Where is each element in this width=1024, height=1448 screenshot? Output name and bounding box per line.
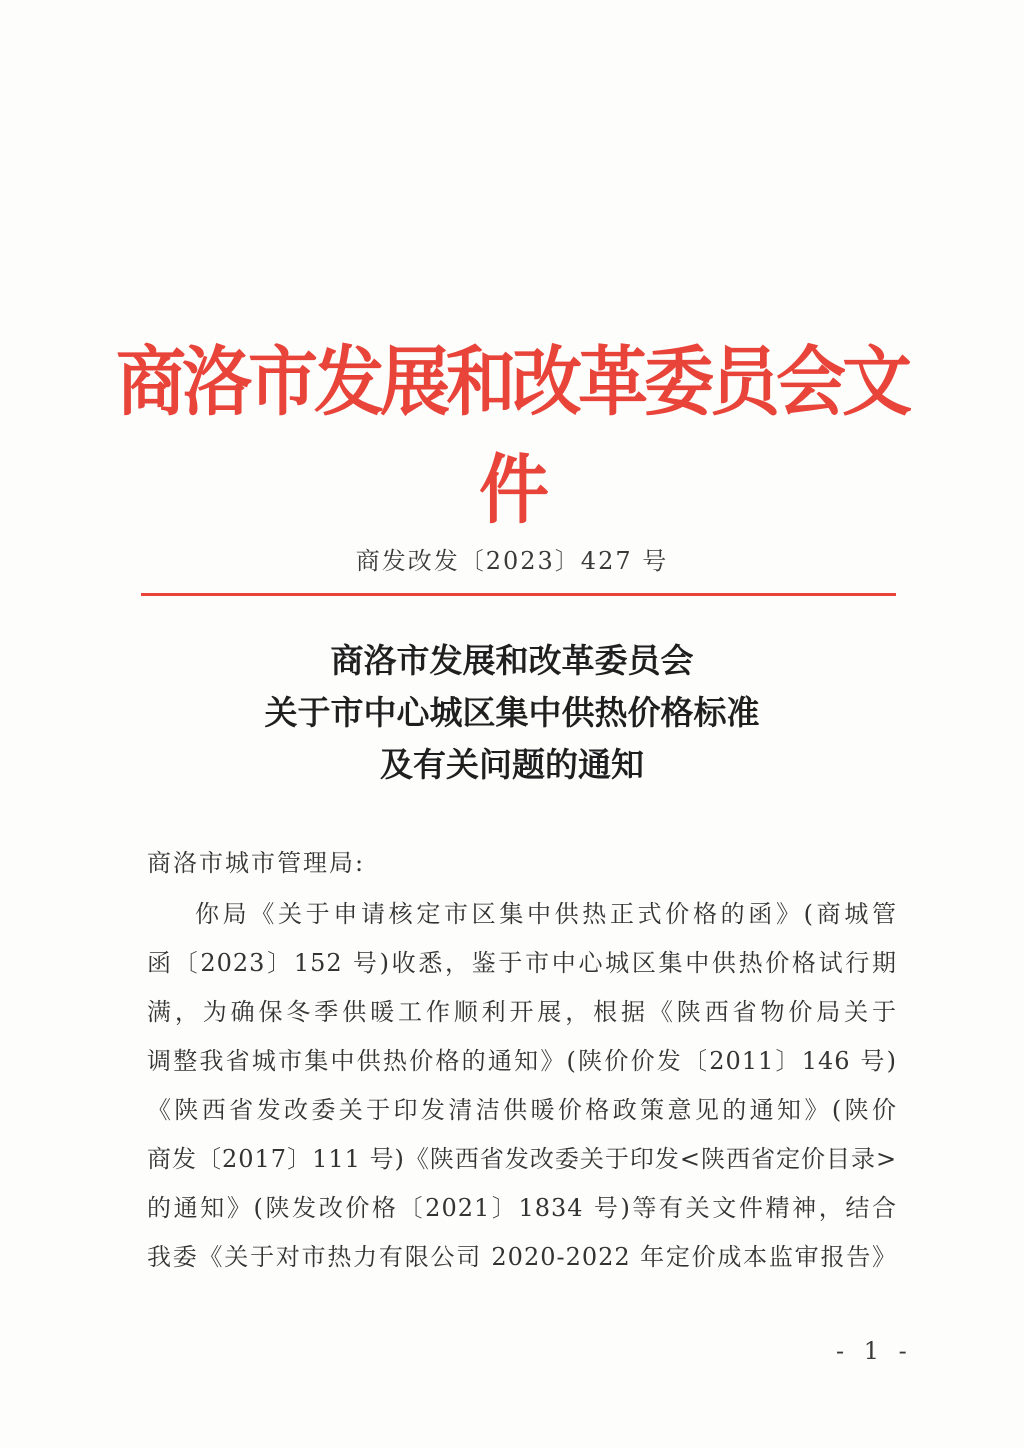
document-title: [120, 635, 904, 791]
title-line: 商洛市发展和改革委员会: [330, 641, 694, 680]
page-number: - 1 -: [836, 1337, 913, 1365]
body-line: 调整我省城市集中供热价格的通知》(陕价价发〔2011〕146 号): [147, 1047, 897, 1075]
body-paragraph: [147, 890, 897, 1282]
title-line: 关于市中心城区集中供热价格标准: [264, 693, 760, 732]
document-masthead: 商洛市发展和改革委员会文件: [116, 337, 908, 535]
salutation: 商洛市城市管理局:: [147, 849, 366, 877]
body-line: 满，为确保冬季供暖工作顺利开展，根据《陕西省物价局关于: [147, 998, 897, 1026]
body-line: 《陕西省发改委关于印发清洁供暖价格政策意见的通知》(陕价: [147, 1096, 897, 1124]
body-line: 商发〔2017〕111 号)《陕西省发改委关于印发<陕西省定价目录>: [147, 1145, 898, 1173]
red-divider-line: [141, 593, 896, 596]
document-number: 商发改发〔2023〕427 号: [355, 547, 669, 575]
body-line: 函〔2023〕152 号)收悉，鉴于市中心城区集中供热价格试行期: [147, 949, 897, 977]
title-line: 及有关问题的通知: [380, 745, 644, 784]
body-line: 你局《关于申请核定市区集中供热正式价格的函》(商城管: [195, 900, 897, 928]
body-line: 的通知》(陕发改价格〔2021〕1834 号)等有关文件精神，结合: [147, 1194, 897, 1222]
body-line: 我委《关于对市热力有限公司 2020-2022 年定价成本监审报告》: [147, 1243, 897, 1271]
